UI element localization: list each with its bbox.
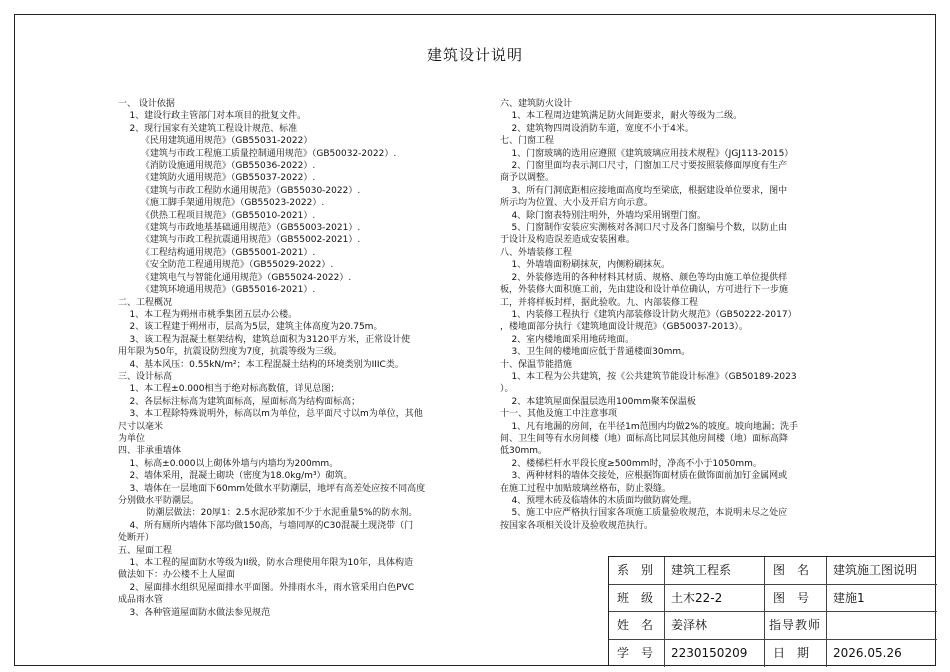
note-line: 2、建筑物四周设消防车道，宽度不小于4米。 — [500, 123, 694, 134]
page-title: 建筑设计说明 — [426, 46, 523, 64]
note-line: 1、本工程的屋面防水等级为II级，防水合理使用年限为10年，具体构造 — [118, 558, 413, 569]
note-line: 1、凡有地漏的房间，在半径1m范围内均做2%的坡度。坡向地漏；洗手 — [500, 421, 798, 432]
note-line: 五、屋面工程 — [118, 545, 173, 556]
note-line: ，楼地面部分执行《建筑地面设计规范》（GB50037-2013）。 — [500, 322, 748, 333]
department-label: 系别 — [609, 557, 665, 585]
student-id-value: 2230150209 — [665, 640, 765, 668]
note-line: 二、工程概况 — [118, 297, 173, 308]
drawing-number-value: 建施1 — [833, 590, 865, 605]
note-line: 1、门窗玻璃的选用应遵照《建筑玻璃应用技术规程》（JGJ113-2015） — [500, 148, 794, 159]
note-line: 低30mm。 — [500, 446, 547, 457]
department-value: 建筑工程系 — [665, 557, 765, 585]
note-line: 分别做水平防潮层。 — [118, 496, 200, 506]
note-line: 3、卫生间的楼地面应低于普通楼面30mm。 — [500, 347, 691, 358]
note-line: 六、建筑防火设计 — [500, 99, 573, 109]
advisor-label: 指导教师 — [765, 612, 827, 640]
note-line: 《建筑与市政工程抗震通用规范》（GB55002-2021）. — [118, 235, 361, 246]
note-line: 2、各层标注标高为建筑面标高，屋面标高为结构面标高； — [118, 396, 361, 407]
note-line: 3、两种材料的墙体交接处，应根据饰面材质在做饰面前加钉金属网或 — [500, 471, 788, 482]
note-line: ）。 — [500, 384, 514, 395]
note-line: 所示均为位置、大小及开启方向示意。 — [500, 198, 654, 209]
note-line: 做法如下：办公楼不上人屋面 — [118, 570, 236, 581]
note-line: 在施工过程中加贴玻璃丝格布，防止裂缝。 — [500, 483, 672, 494]
note-line: 《施工脚手架通用规范》（GB55023-2022）. — [118, 198, 325, 209]
note-line: 为单位 — [118, 433, 146, 444]
note-line: 《安全防范工程通用规范》（GB55029-2022）. — [118, 260, 334, 271]
note-line: 间、卫生间等有水房间楼（地）面标高比同层其他房间楼（地）面标高降 — [500, 433, 789, 444]
note-line: 十一、其他及施工中注意事项 — [500, 409, 618, 420]
note-line: 1、本工程为公共建筑，按《公共建筑节能设计标准》（GB50189-2023 — [500, 371, 797, 382]
drawing-name-value: 建筑施工图说明 — [833, 563, 918, 577]
note-line: 4、基本风压：0.55kN/m²；本工程混凝土结构的环境类别为IIIC类。 — [118, 359, 404, 370]
note-line: 《工程结构通用规范》（GB55001-2021）. — [118, 247, 316, 258]
note-line: 用年限为50年，抗震设防烈度为7度，抗震等级为三级。 — [118, 347, 343, 358]
drawing-number-label: 图号 — [765, 585, 827, 613]
note-line: 成品雨水管 — [118, 595, 164, 606]
title-block-row — [609, 640, 937, 668]
student-name-label: 姓名 — [609, 612, 665, 640]
notes-right-column — [500, 98, 835, 532]
note-line: 尺寸以毫米 — [118, 421, 164, 432]
note-line: 处断开） — [118, 533, 155, 544]
note-line: 1、标高±0.000以上砌体外墙与内墙均为200mm。 — [118, 458, 339, 469]
note-line: 十、保温节能措施 — [500, 359, 573, 370]
note-line: 3、该工程为混凝土框架结构，建筑总面积为3120平方米，正常设计使 — [118, 334, 411, 345]
class-label: 班级 — [609, 585, 665, 613]
advisor-value — [827, 612, 937, 640]
note-line: 1、本工程为朔州市桃季集团五层办公楼。 — [118, 309, 298, 320]
note-line: 4、预埋木砖及临墙体的木质面均做防腐处理。 — [500, 496, 698, 506]
note-line: 《建筑电气与智能化通用规范》（GB55024-2022）. — [118, 272, 352, 283]
student-id-label: 学号 — [609, 640, 665, 668]
note-line: 2、屋面排水组织见屋面排水平面图。外排雨水斗，雨水管采用白色PVC — [118, 582, 415, 593]
note-line: 2、墙体采用，混凝土砌块（密度为18.0kg/m³）砌筑。 — [118, 471, 353, 482]
drawing-name-label: 图名 — [765, 557, 827, 585]
note-line: 《建筑与市政工程防水通用规范》（GB55030-2022）. — [118, 185, 361, 196]
note-line: 《建筑与市政地基基础通用规范》（GB55003-2021）. — [118, 223, 361, 234]
note-line: 1、本工程±0.000相当于绝对标高数值，详见总图； — [118, 384, 340, 395]
note-line: 于设计及构造误差造成安装困难。 — [500, 235, 636, 246]
note-line: 三、设计标高 — [118, 371, 173, 382]
note-line: 2、室内楼地面采用地砖地面。 — [500, 334, 635, 345]
note-line: 《供热工程项目规范》（GB55010-2021）. — [118, 210, 316, 221]
note-line: 3、本工程除特殊说明外，标高以m为单位，总平面尺寸以m为单位，其他 — [118, 409, 423, 420]
student-name-value: 姜泽林 — [665, 612, 765, 640]
note-line: 5、门窗制作安装应实测核对各洞口尺寸及各门窗编号个数，以防止由 — [500, 223, 788, 234]
note-line: 1、建设行政主管部门对本项目的批复文件。 — [118, 111, 307, 122]
note-line: 《民用建筑通用规范》（GB55031-2022） — [118, 136, 313, 147]
note-line: 1、外墙墙面粉刷抹灰，内侧粉刷抹灰。 — [500, 260, 671, 271]
date-value: 2026.05.26 — [833, 645, 902, 660]
note-line: 商予以调整。 — [500, 173, 555, 184]
note-line: 3、各种管道屋面防水做法参见规范 — [118, 607, 271, 618]
note-line: 2、该工程建于朔州市，层高为5层，建筑主体高度为20.75m。 — [118, 322, 383, 333]
note-line: 2、外装修选用的各种材料其材质、规格、颜色等均由施工单位提供样 — [500, 272, 788, 283]
note-line: 5、施工中应严格执行国家各项施工质量验收规范，本说明未尽之处应 — [500, 508, 788, 519]
note-line: 4、所有厕所内墙体下部均做150高，与墙同厚的C30混凝土现浇带（门 — [118, 520, 414, 531]
title-block-row — [609, 612, 937, 640]
note-line: 板，外装修大面积施工前，先由建设和设计单位确认，方可进行下一步施 — [500, 285, 789, 296]
note-line: 1、本工程周边建筑满足防火间距要求，耐火等级为二级。 — [500, 111, 743, 122]
note-line: 按国家各项相关设计及验收规范执行。 — [500, 520, 654, 531]
note-line: 2、楼梯栏杆水平段长度≥500mm时，净高不小于1050mm。 — [500, 458, 762, 469]
note-line: 四、非承重墙体 — [118, 446, 182, 457]
note-line: 防潮层做法：20厚1：2.5水泥砂浆加不少于水泥重量5%的防水剂。 — [118, 508, 418, 519]
note-line: 《建筑环境通用规范》（GB55016-2021）. — [118, 285, 316, 296]
note-line: 3、所有门洞底距相应接地面高度均至梁底，根据建设单位要求，图中 — [500, 185, 788, 196]
note-line: 《建筑防火通用规范》（GB55037-2022）. — [118, 173, 316, 184]
note-line: 2、现行国家有关建筑工程设计规范、标准 — [118, 123, 298, 134]
note-line: 3、墙体在一层地面下60mm处做水平防潮层，地坪有高差处应按不同高度 — [118, 483, 426, 494]
title-block — [608, 556, 936, 666]
class-value: 土木22-2 — [665, 585, 765, 613]
note-line: 2、本建筑屋面保温层选用100mm聚苯保温板 — [500, 396, 696, 407]
note-line: 八、外墙装修工程 — [500, 247, 573, 258]
note-line: 工，并将样板封样，据此验收。九、内部装修工程 — [500, 297, 699, 308]
notes-left-column — [118, 98, 498, 619]
title-block-row — [609, 557, 937, 585]
date-label: 日期 — [765, 640, 827, 668]
title-block-row — [609, 585, 937, 613]
note-line: 《建筑与市政工程施工质量控制通用规范》（GB50032-2022）. — [118, 148, 397, 159]
note-line: 4、除门窗表特别注明外，外墙均采用钢塑门窗。 — [500, 210, 707, 221]
note-line: 1、内装修工程执行《建筑内部装修设计防火规范》（GB50222-2017） — [500, 309, 797, 320]
note-line: 七、门窗工程 — [500, 136, 555, 147]
note-line: 2、门窗里面均表示洞口尺寸，门窗加工尺寸要按照装修面厚度有生产 — [500, 161, 788, 172]
note-line: 《消防设施通用规范》（GB55036-2022）. — [118, 161, 316, 172]
note-line: 一、 设计依据 — [118, 99, 175, 109]
